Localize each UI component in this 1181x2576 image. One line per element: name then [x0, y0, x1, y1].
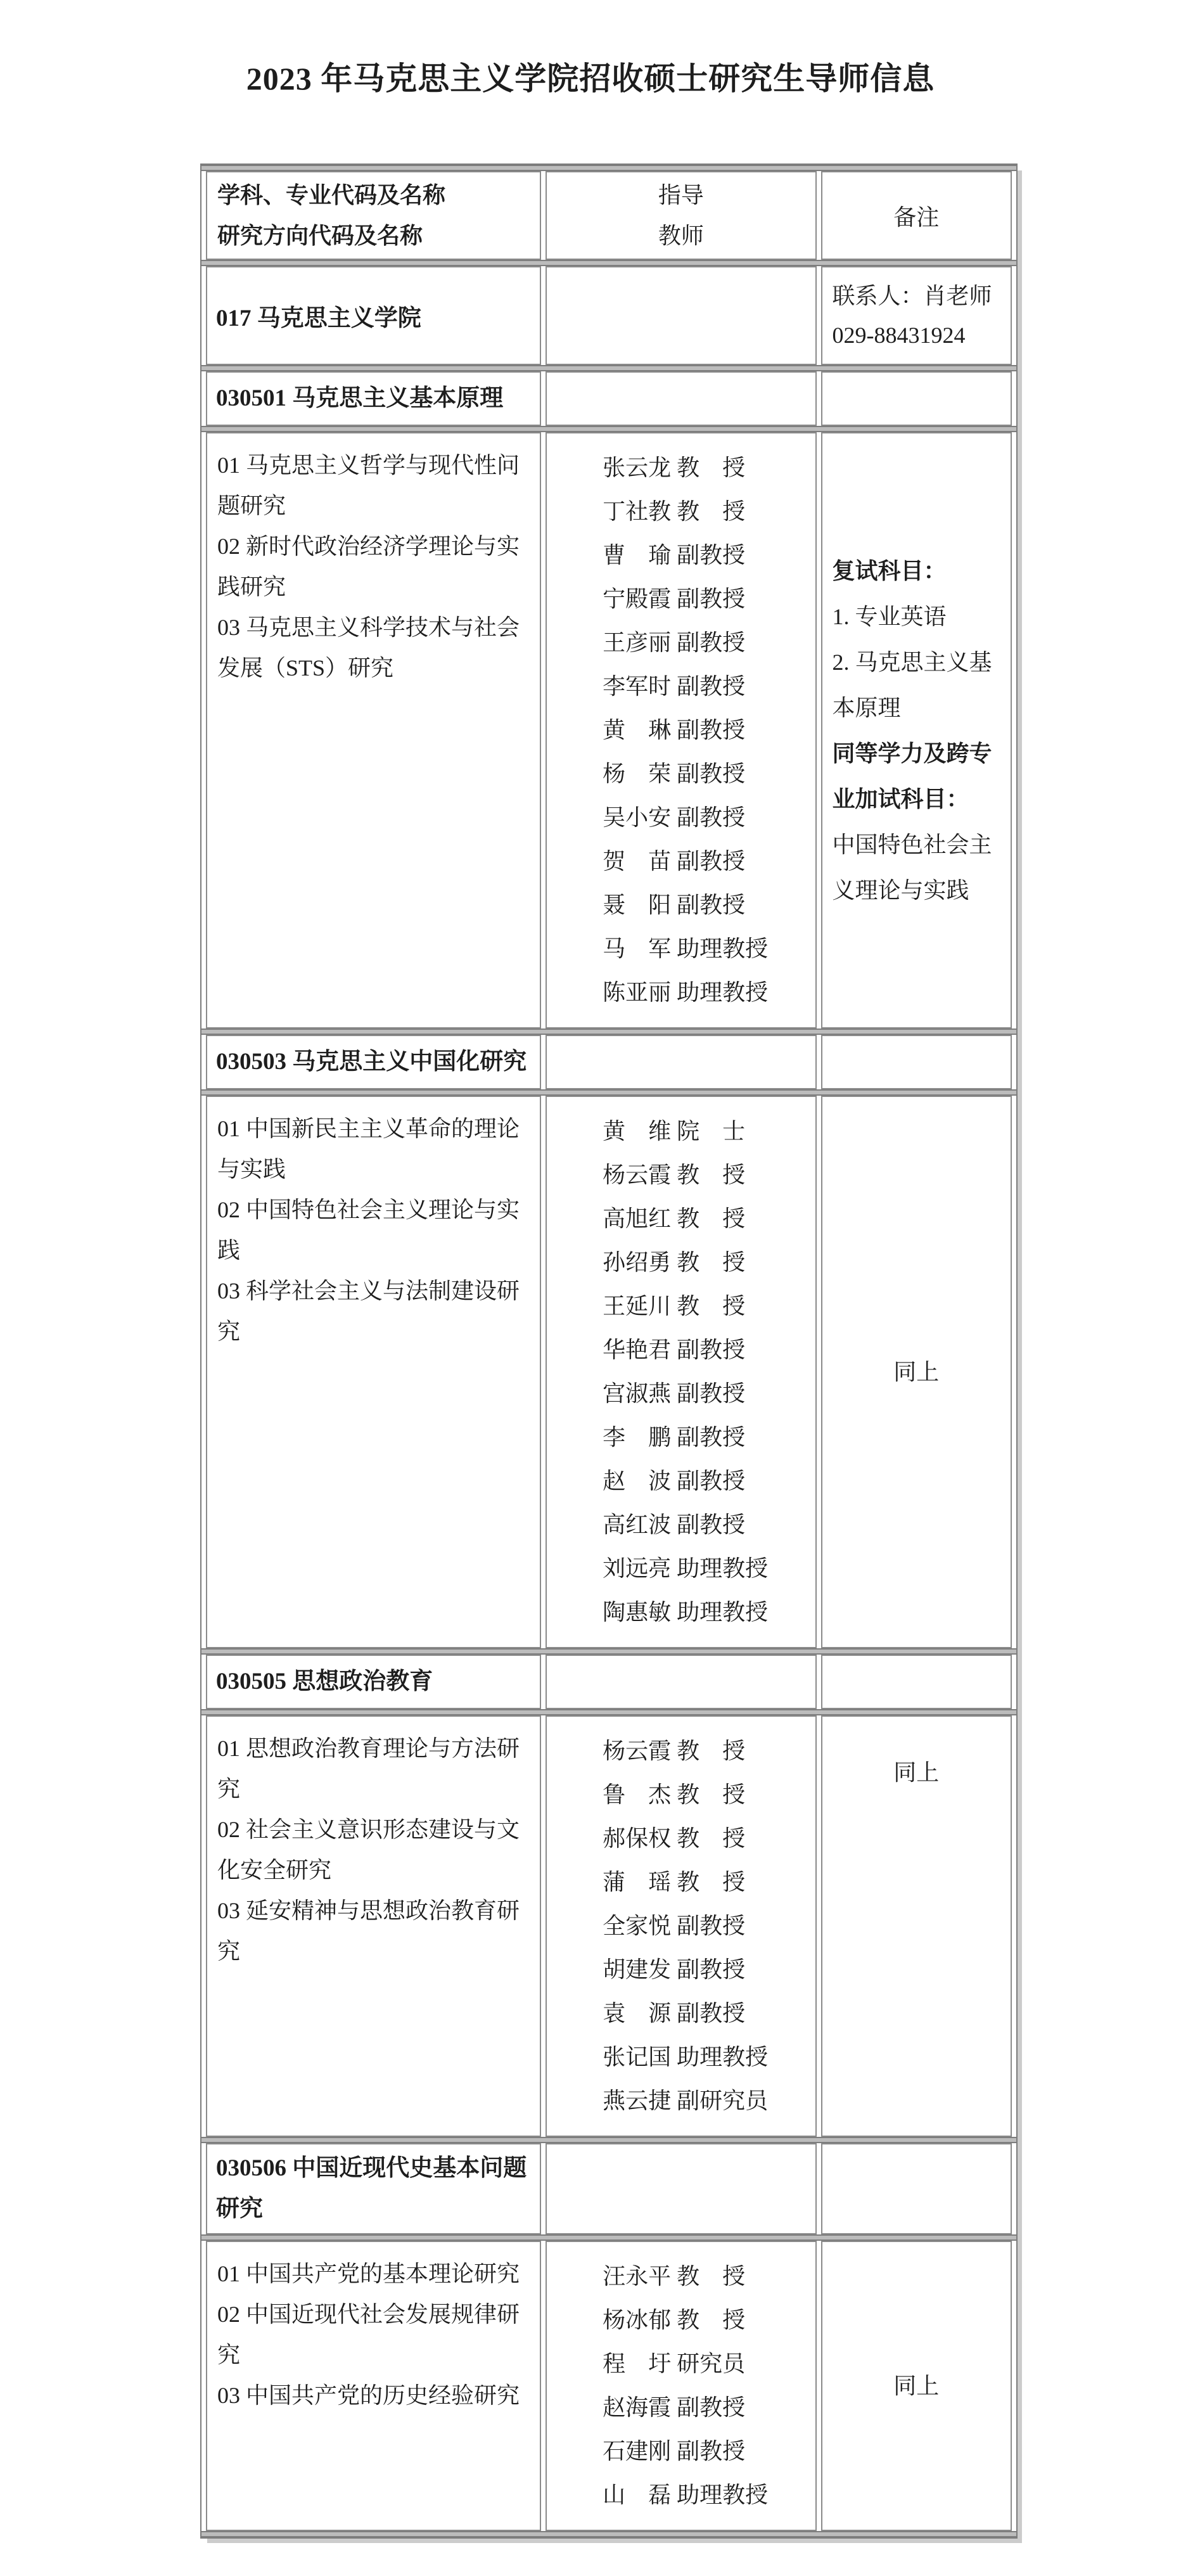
advisor-name: 王延川 教 授: [603, 1293, 746, 1319]
research-direction: 02 新时代政治经济学理论与实践研究: [217, 534, 520, 599]
advisor-name: 郝保权 教 授: [603, 1826, 746, 1851]
advisor-name: 杨云霞 教 授: [603, 1162, 746, 1188]
table-row-section: [206, 2143, 1012, 2234]
discipline-title-line: 030501 马克思主义基本原理: [216, 385, 504, 411]
advisors-cell: [546, 2241, 816, 2531]
remark-line: 中国特色社会主义理论与实践: [832, 831, 992, 903]
advisors-cell: [546, 266, 816, 365]
remarks-cell: [821, 432, 1012, 1028]
advisor-name: 燕云捷 副研究员: [603, 2088, 769, 2113]
discipline-code-cell: [206, 1035, 541, 1089]
advisor-name: 高红波 副教授: [603, 1512, 746, 1537]
advisor-name: 陶惠敏 助理教授: [603, 1599, 769, 1625]
advisors-cell: [546, 1715, 816, 2137]
row-separator: [201, 165, 1016, 171]
research-direction: 02 社会主义意识形态建设与文化安全研究: [217, 1817, 520, 1883]
remark-line: 2. 马克思主义基本原理: [832, 649, 992, 721]
research-direction: 01 中国新民主主义革命的理论与实践: [217, 1116, 520, 1182]
advisor-name: 吴小安 副教授: [603, 805, 746, 830]
advisor-name: 鲁 杰 教 授: [603, 1782, 746, 1807]
advisor-name: 李军时 副教授: [603, 674, 746, 699]
advisor-name: 赵海霞 副教授: [603, 2395, 746, 2420]
research-direction: 02 中国近现代社会发展规律研究: [217, 2302, 520, 2368]
row-separator: [201, 426, 1016, 432]
row-separator: [201, 1028, 1016, 1035]
advisors-cell: [546, 1035, 816, 1089]
remarks-cell: [821, 1096, 1012, 1648]
research-direction: 01 中国共产党的基本理论研究: [217, 2261, 520, 2286]
advisor-name: 马 军 助理教授: [603, 936, 769, 961]
advisor-name: 高旭红 教 授: [603, 1206, 746, 1231]
remark-line: 联系人：肖老师: [832, 283, 992, 309]
remarks-cell: [821, 1035, 1012, 1089]
discipline-title-line: 030505 思想政治教育: [216, 1669, 433, 1695]
remarks-cell: [821, 371, 1012, 426]
table-row-section: [206, 1655, 1012, 1709]
advisor-name: 程 圩 研究员: [603, 2351, 746, 2376]
table-row-content: [206, 1715, 1012, 2137]
advisors-cell: [546, 1096, 816, 1648]
advisors-cell: [546, 432, 816, 1028]
remark-line: 029-88431924: [832, 323, 966, 348]
advisor-name: 丁社教 教 授: [603, 499, 746, 524]
row-separator: [201, 1648, 1016, 1655]
column-header-discipline: [206, 171, 541, 260]
row-separator: [201, 365, 1016, 371]
row-separator: [201, 2137, 1016, 2143]
advisor-name: 聂 阳 副教授: [603, 892, 746, 918]
advisor-name: 赵 波 副教授: [603, 1468, 746, 1494]
advisor-name: 孙绍勇 教 授: [603, 1250, 746, 1275]
table-row-header: [206, 171, 1012, 260]
table-row-content: [206, 1096, 1012, 1648]
advisor-name: 杨冰郁 教 授: [603, 2307, 746, 2333]
advisor-name: 杨 荣 副教授: [603, 761, 746, 786]
research-direction: 02 中国特色社会主义理论与实践: [217, 1197, 520, 1263]
discipline-title-line: 030506 中国近现代史基本问题研究: [216, 2155, 527, 2222]
advisor-name: 宁殿霞 副教授: [603, 586, 746, 612]
advisor-name: 石建刚 副教授: [603, 2438, 746, 2464]
page-title: 2023 年马克思主义学院招收硕士研究生导师信息: [246, 61, 935, 96]
advisors-header-line: 指导: [658, 183, 704, 208]
research-directions-cell: [206, 1096, 541, 1648]
remarks-cell: [821, 2143, 1012, 2234]
remarks-cell: [821, 266, 1012, 365]
research-directions-cell: [206, 2241, 541, 2531]
table-row-section: [206, 1035, 1012, 1089]
advisor-name: 陈亚丽 助理教授: [603, 980, 769, 1005]
advisor-name: 张云龙 教 授: [603, 455, 746, 480]
advisor-name: 山 磊 助理教授: [603, 2482, 769, 2508]
advisor-name: 杨云霞 教 授: [603, 1738, 746, 1764]
research-direction: 01 思想政治教育理论与方法研究: [217, 1736, 520, 1802]
remarks-cell: [821, 1715, 1012, 2137]
research-direction: 03 延安精神与思想政治教育研究: [217, 1898, 520, 1964]
discipline-code-cell: [206, 1655, 541, 1709]
advisor-name: 胡建发 副教授: [603, 1957, 746, 1982]
advisor-name: 全家悦 副教授: [603, 1913, 746, 1938]
advisor-name: 黄 琳 副教授: [603, 717, 746, 743]
remarks-cell: [821, 2241, 1012, 2531]
advisors-cell: [546, 1655, 816, 1709]
advisor-name: 华艳君 副教授: [603, 1337, 746, 1362]
remarks-cell: [821, 1655, 1012, 1709]
advisors-header-line: 教师: [658, 223, 704, 248]
research-direction: 03 马克思主义科学技术与社会发展（STS）研究: [217, 615, 520, 681]
discipline-code-cell: [206, 2143, 541, 2234]
advisor-name: 刘远亮 助理教授: [603, 1556, 769, 1581]
table-row-content: [206, 432, 1012, 1028]
advisor-name: 王彦丽 副教授: [603, 630, 746, 655]
remark-line: 复试科目：: [832, 558, 947, 584]
advisor-name: 宫淑燕 副教授: [603, 1381, 746, 1406]
row-separator: [201, 1089, 1016, 1096]
discipline-title-line: 017 马克思主义学院: [216, 305, 421, 331]
advisor-name: 曹 瑜 副教授: [603, 542, 746, 568]
advisor-name: 张记国 助理教授: [603, 2044, 769, 2070]
row-separator: [201, 260, 1016, 266]
column-header-remarks: [821, 171, 1012, 260]
remark-line: 同等学力及跨专业加试科目：: [832, 740, 992, 812]
research-directions-cell: [206, 432, 541, 1028]
discipline-code-cell: [206, 371, 541, 426]
research-direction: 03 科学社会主义与法制建设研究: [217, 1278, 520, 1344]
advisor-name: 袁 源 副教授: [603, 2001, 746, 2026]
row-separator: [201, 2234, 1016, 2241]
advisor-table: [200, 163, 1018, 2539]
discipline-title-line: 研究方向代码及名称: [217, 223, 423, 248]
discipline-code-cell: [206, 266, 541, 365]
advisors-cell: [546, 2143, 816, 2234]
remark-line: 同上: [893, 1359, 940, 1385]
advisor-name: 汪永平 教 授: [603, 2264, 746, 2289]
advisor-name: 李 鹏 副教授: [603, 1425, 746, 1450]
research-directions-cell: [206, 1715, 541, 2137]
table-row-dept: [206, 266, 1012, 365]
remark-line: 备注: [893, 204, 940, 230]
advisor-name: 贺 苗 副教授: [603, 849, 746, 874]
column-header-advisors: [546, 171, 816, 260]
row-separator: [201, 2531, 1016, 2537]
discipline-title-line: 学科、专业代码及名称: [217, 183, 446, 208]
advisors-cell: [546, 371, 816, 426]
research-direction: 03 中国共产党的历史经验研究: [217, 2383, 520, 2408]
row-separator: [201, 1709, 1016, 1715]
remark-line: 1. 专业英语: [832, 603, 947, 629]
remark-line: 同上: [893, 1760, 940, 1785]
discipline-title-line: 030503 马克思主义中国化研究: [216, 1049, 527, 1075]
advisor-name: 蒲 瑶 教 授: [603, 1869, 746, 1895]
research-direction: 01 马克思主义哲学与现代性问题研究: [217, 452, 520, 518]
advisor-name: 黄 维 院 士: [603, 1118, 746, 1144]
remark-line: 同上: [893, 2373, 940, 2399]
table-row-section: [206, 371, 1012, 426]
table-row-content: [206, 2241, 1012, 2531]
